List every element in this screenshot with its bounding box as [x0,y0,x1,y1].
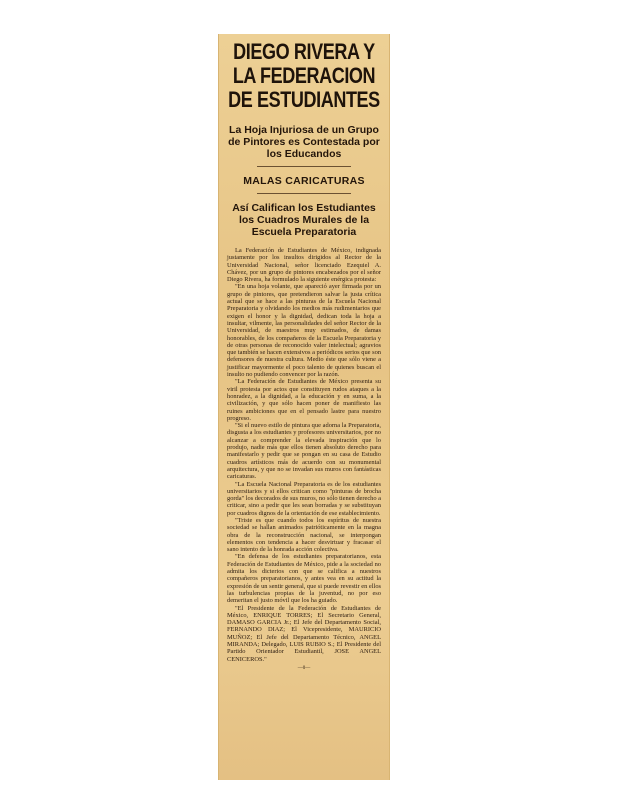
article-paragraph: "La Federación de Estudiantes de México presenta su viril protesta por actos que constituyen rudos ataques a la honradez, a la dignidad, a la educación y en suma, a la civilización, y que sólo hacen poner de manifiesto las ruines ambiciones que en el pensado lastre para nuestro progreso. [227,378,381,422]
article-paragraph: "En defensa de los estudiantes preparatorianos, esta Federación de Estudiantes de México, pide a la sociedad no admita los dicterios con que se califica a nuestros compañeros preparatorianos, y antes vea en su actitud la expresión de un sentir general, que si puede revestir en ellos las turbulencias propias de la juventud, no por eso demeritan el justo móvil que los ha guiado. [227,553,381,605]
article-paragraph: "La Escuela Nacional Preparatoria es de los estudiantes universitarios y si ellos critican como "pinturas de brocha gorda" los decorados de sus muros, no sólo tienen derecho a criticar, sino a pedir que les sean borradas y se substituyan por cuadros dignos de la orientación de ese establecimiento. [227,480,381,517]
subheadline-1: La Hoja Injuriosa de un Grupo de Pintores es Contestada por los Educandos [228,124,380,160]
article-signatures: "El Presidente de la Federación de Estudiantes de México, ENRIQUE TORRES; El Secretario General, DAMASO GARCIA Jr.; El Jefe del Departamento Social, FERNANDO DIAZ; El Vicepresidente, MAURICIO MUÑOZ; El Jefe del Departamento Técnico, ANGEL MIRANDA; Delegado, LUIS RUBIO S.; El Presidente del Partido Orientador Estudiantil, JOSE ANGEL CENICEROS." [227,604,381,663]
headline-line-1: DIEGO RIVERA Y [233,39,375,64]
article-paragraph: "Triste es que cuando todos los espíritus de nuestra sociedad se hallan animados patrióticamente en la magna obra de la reconstrucción nacional, se interpongan elementos con tendencia a hacer desvirtuar y fracasar el sano intento de la honrada acción colectiva. [227,516,381,554]
divider [257,166,351,167]
headline-line-3: DE ESTUDIANTES [228,87,380,112]
article-body [227,247,381,672]
headline [224,40,383,112]
divider [257,193,351,194]
article-paragraph: "En una hoja volante, que apareció ayer firmada por un grupo de pintores, que pretendieron salvar la justa crítica actual que se hace a las pinturas de la Escuela Nacional Preparatoria y olvidando los medios más rudimentarios que exigen el honor y la dignidad, dedican toda la hoja a insultar, vilmente, las personalidades del señor Rector de la Universidad, de maestros muy estimados, de damas honorables, de los compañeros de la Escuela Preparatoria y de otras personas de reconocido valer intelectual; agravios que también se hacen extensivos a periódicos serios que son defensores de nuestra cultura. Medio éste que sólo viene a justificar mayormente el poco talento de quienes buscan el insulto no pudiendo convencer por la razón. [227,283,381,379]
subheadline-3: Así Califican los Estudiantes los Cuadros Murales de la Escuela Preparatoria [232,202,376,238]
headline-line-2: LA FEDERACION [232,63,376,88]
end-mark: —0— [297,665,311,671]
article-paragraph: La Federación de Estudiantes de México, indignada justamente por los insultos dirigidos al Rector de la Universidad Nacional, señor licenciado Ezequiel A. Chávez, por un grupo de pintores encabezados por el señor Diego Rivera, ha formulado la siguiente enérgica protesta: [227,247,381,284]
newspaper-clipping [218,34,390,780]
subheadline-2: MALAS CARICATURAS [243,175,365,187]
article-paragraph: "Si el nuevo estilo de pintura que adorna la Preparatoria, disgusta a los estudiantes y profesores universitarios, por no alcanzar a comprender la elevada inspiración que lo produjo, nadie más que ellos tienen absoluto derecho para manifestarlo y pedir que se pongan en su casa de Estudio cuadros artísticos más de acuerdo con su monumental arquitectura, y que no se invadan sus muros con fantásticas caricaturas. [227,422,381,481]
